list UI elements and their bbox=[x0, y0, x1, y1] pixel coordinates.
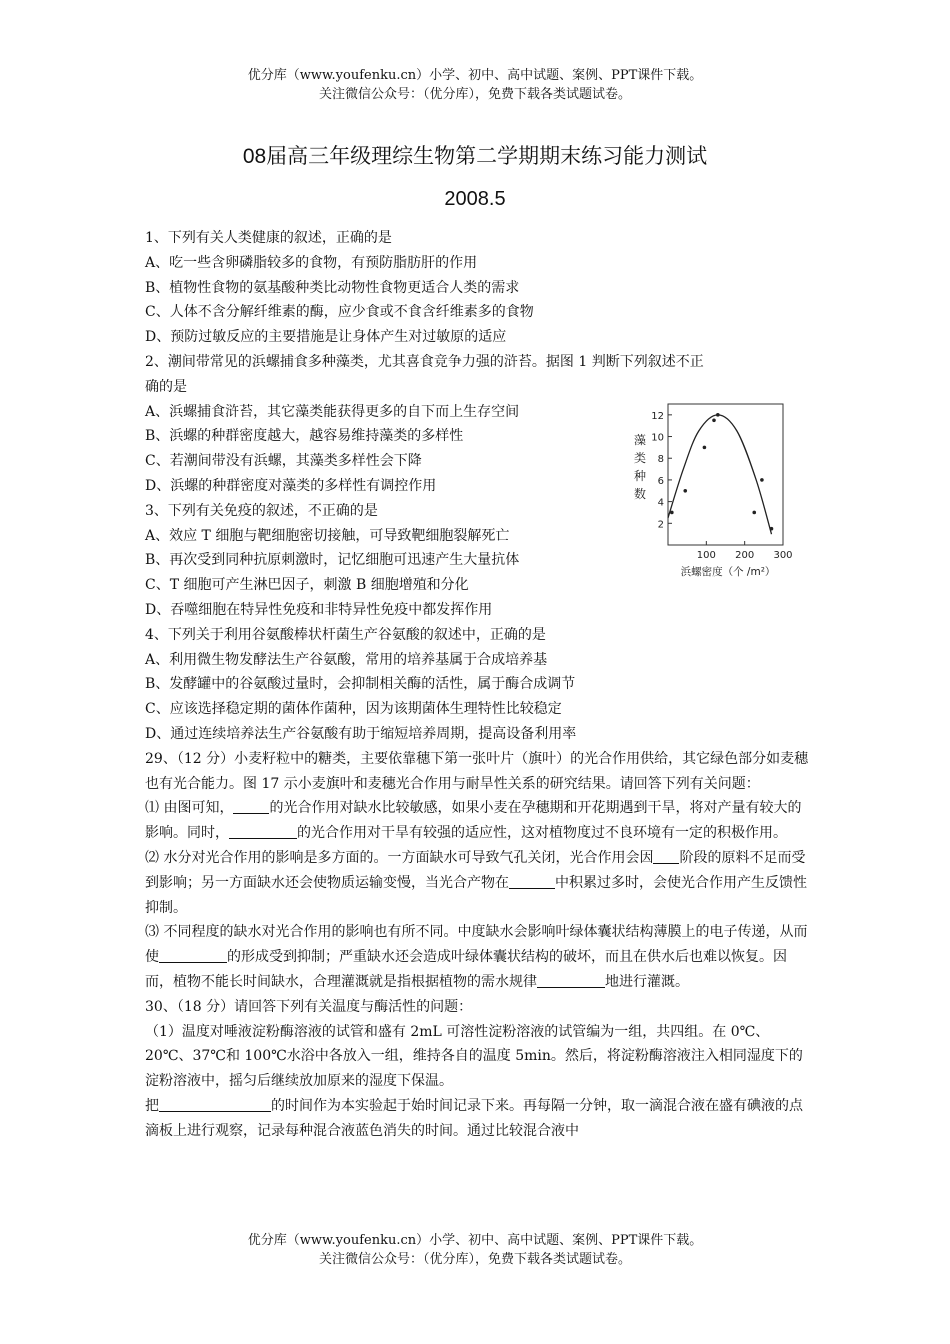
answer-blank[interactable] bbox=[159, 1096, 271, 1112]
q29-part-2: ⑵ 水分对光合作用的影响是多方面的。一方面缺水可导致气孔关闭，光合作用会因 阶段的原料不足而受到影响；另一方面缺水还会使物质运输变慢，当光合产物在 中积累过多时，会使光合作用产生反馈性抑制。 bbox=[145, 849, 807, 916]
y-label-char: 种 bbox=[633, 469, 647, 483]
q4-stem: 4、下列关于利用谷氨酸棒状杆菌生产谷氨酸的叙述中，正确的是 bbox=[145, 626, 546, 643]
data-point bbox=[752, 511, 756, 515]
y-axis-label bbox=[634, 432, 646, 501]
q4-option-a: A、利用微生物发酵法生产谷氨酸，常用的培养基属于合成培养基 bbox=[145, 651, 548, 668]
y-tick-label: 4 bbox=[657, 497, 664, 509]
plot-frame bbox=[668, 404, 783, 545]
data-point bbox=[716, 413, 720, 417]
q1-stem: 1、下列有关人类健康的叙述，正确的是 bbox=[145, 230, 392, 246]
q29-part-3: ⑶ 不同程度的缺水对光合作用的影响也有所不同。中度缺水会影响叶绿体囊状结构薄膜上的电子传递，从而使 的形成受到抑制；严重缺水还会造成叶绿体囊状结构的破坏，而且在供水后也难以恢复。因而，植物不能长时间缺水，合理灌溉就是指根据植物的需水规律 地进行灌溉。 bbox=[145, 924, 808, 990]
q3-option-c: C、T 细胞可产生淋巴因子，刺激 B 细胞增殖和分化 bbox=[145, 577, 469, 594]
data-point bbox=[712, 418, 716, 422]
data-point bbox=[760, 478, 764, 482]
exam-body bbox=[145, 226, 813, 1143]
q2-option-c: C、若潮间带没有浜螺，其藻类多样性会下降 bbox=[145, 453, 422, 470]
data-point bbox=[770, 527, 774, 531]
answer-blank[interactable] bbox=[537, 972, 605, 988]
q2-option-a: A、浜螺捕食浒苔，其它藻类能获得更多的自下而上生存空间 bbox=[145, 403, 520, 420]
data-point bbox=[683, 489, 687, 493]
q30-part-2: 把 的时间作为本实验起于始时间记录下来。再每隔一分钟，取一滴混合液在盛有碘液的点滴板上进行观察，记录每种混合液蓝色消失的时间。通过比较混合液中 bbox=[145, 1097, 803, 1139]
x-tick-label: 200 bbox=[735, 550, 755, 561]
document-title: 08届高三年级理综生物第二学期期末练习能力测试 bbox=[242, 145, 708, 168]
answer-blank[interactable] bbox=[233, 798, 269, 814]
y-label-char: 数 bbox=[633, 487, 647, 501]
figure-1-chart bbox=[628, 398, 803, 588]
header-line-1: 优分库（www.youfenku.cn）小学、初中、高中试题、案例、PPT课件下载。 bbox=[247, 68, 703, 83]
x-axis-label: 浜螺密度（个 /m²） bbox=[680, 566, 776, 578]
chart-svg bbox=[628, 398, 803, 588]
q3-option-a: A、效应 T 细胞与靶细胞密切接触，可导致靶细胞裂解死亡 bbox=[145, 527, 510, 544]
x-tick-label: 100 bbox=[696, 550, 716, 561]
data-point bbox=[703, 446, 707, 450]
footer-line-2: 关注微信公众号：（优分库），免费下载各类试题试卷。 bbox=[318, 1252, 631, 1267]
y-label-char: 类 bbox=[633, 451, 647, 465]
q3-option-d: D、吞噬细胞在特异性免疫和非特异性免疫中都发挥作用 bbox=[145, 601, 493, 618]
q1-option-a: A、吃一些含卵磷脂较多的食物，有预防脂肪肝的作用 bbox=[145, 254, 478, 271]
y-tick-label: 10 bbox=[651, 432, 664, 444]
document-date: 2008.5 bbox=[444, 188, 506, 210]
q3-option-b: B、再次受到同种抗原刺激时，记忆细胞可迅速产生大量抗体 bbox=[145, 552, 520, 569]
q29-intro: 29、（12 分）小麦籽粒中的糖类，主要依靠穗下第一张叶片（旗叶）的光合作用供给，其它绿色部分如麦穗也有光合能力。图 17 示小麦旗叶和麦穗光合作用与耐旱性关系的研究结果。请回答下列有关问题： bbox=[145, 750, 809, 792]
q4-option-c: C、应该选择稳定期的菌体作菌种，因为该期菌体生理特性比较稳定 bbox=[145, 701, 562, 718]
page-header bbox=[0, 66, 950, 104]
answer-blank[interactable] bbox=[229, 823, 297, 839]
q1-option-b: B、植物性食物的氨基酸种类比动物性食物更适合人类的需求 bbox=[145, 279, 520, 296]
y-tick-label: 8 bbox=[657, 454, 664, 466]
q2-stem-line-1: 2、潮间带常见的浜螺捕食多种藻类，尤其喜食竞争力强的浒苔。据图 1 判断下列叙述不正 bbox=[145, 353, 704, 370]
page-footer bbox=[0, 1231, 950, 1269]
footer-line-1: 优分库（www.youfenku.cn）小学、初中、高中试题、案例、PPT课件下载。 bbox=[247, 1233, 703, 1248]
q1-option-d: D、预防过敏反应的主要措施是让身体产生对过敏原的适应 bbox=[145, 329, 507, 346]
q2-option-b: B、浜螺的种群密度越大，越容易维持藻类的多样性 bbox=[145, 428, 464, 445]
data-point bbox=[670, 511, 674, 515]
y-tick-label: 6 bbox=[657, 475, 664, 487]
q4-option-b: B、发酵罐中的谷氨酸过量时，会抑制相关酶的活性，属于酶合成调节 bbox=[145, 676, 576, 693]
y-tick-label: 12 bbox=[651, 410, 664, 422]
q4-option-d: D、通过连续培养法生产谷氨酸有助于缩短培养周期，提高设备利用率 bbox=[145, 725, 577, 742]
q29-part-1: ⑴ 由图可知， 的光合作用对缺水比较敏感，如果小麦在孕穗期和开花期遇到干旱，将对产量有较大的影响。同时， 的光合作用对干旱有较强的适应性，这对植物度过不良环境有一定的积极作用。 bbox=[145, 800, 802, 842]
x-tick-label: 300 bbox=[773, 550, 793, 561]
q3-stem: 3、下列有关免疫的叙述，不正确的是 bbox=[145, 502, 378, 519]
q30-intro: 30、（18 分）请回答下列有关温度与酶活性的问题： bbox=[145, 998, 473, 1015]
q30-part-1: （1）温度对唾液淀粉酶溶液的试管和盛有 2mL 可溶性淀粉溶液的试管编为一组，共四组。在 0℃、20℃、37℃和 100℃水浴中各放入一组，维持各自的温度 5min。然后，将淀粉酶溶液注入相同湿度下的淀粉溶液中，摇匀后继续放加原来的湿度下保温。 bbox=[145, 1023, 803, 1090]
answer-blank[interactable] bbox=[653, 848, 679, 864]
y-label-char: 藻 bbox=[633, 433, 647, 447]
header-line-2: 关注微信公众号：（优分库），免费下载各类试题试卷。 bbox=[318, 87, 631, 102]
q2-option-d: D、浜螺的种群密度对藻类的多样性有调控作用 bbox=[145, 477, 437, 494]
answer-blank[interactable] bbox=[509, 873, 555, 889]
q1-option-c: C、人体不含分解纤维素的酶，应少食或不食含纤维素多的食物 bbox=[145, 304, 534, 321]
y-tick-label: 2 bbox=[657, 519, 664, 531]
answer-blank[interactable] bbox=[159, 947, 227, 963]
q2-stem-line-2: 确的是 bbox=[145, 378, 187, 395]
